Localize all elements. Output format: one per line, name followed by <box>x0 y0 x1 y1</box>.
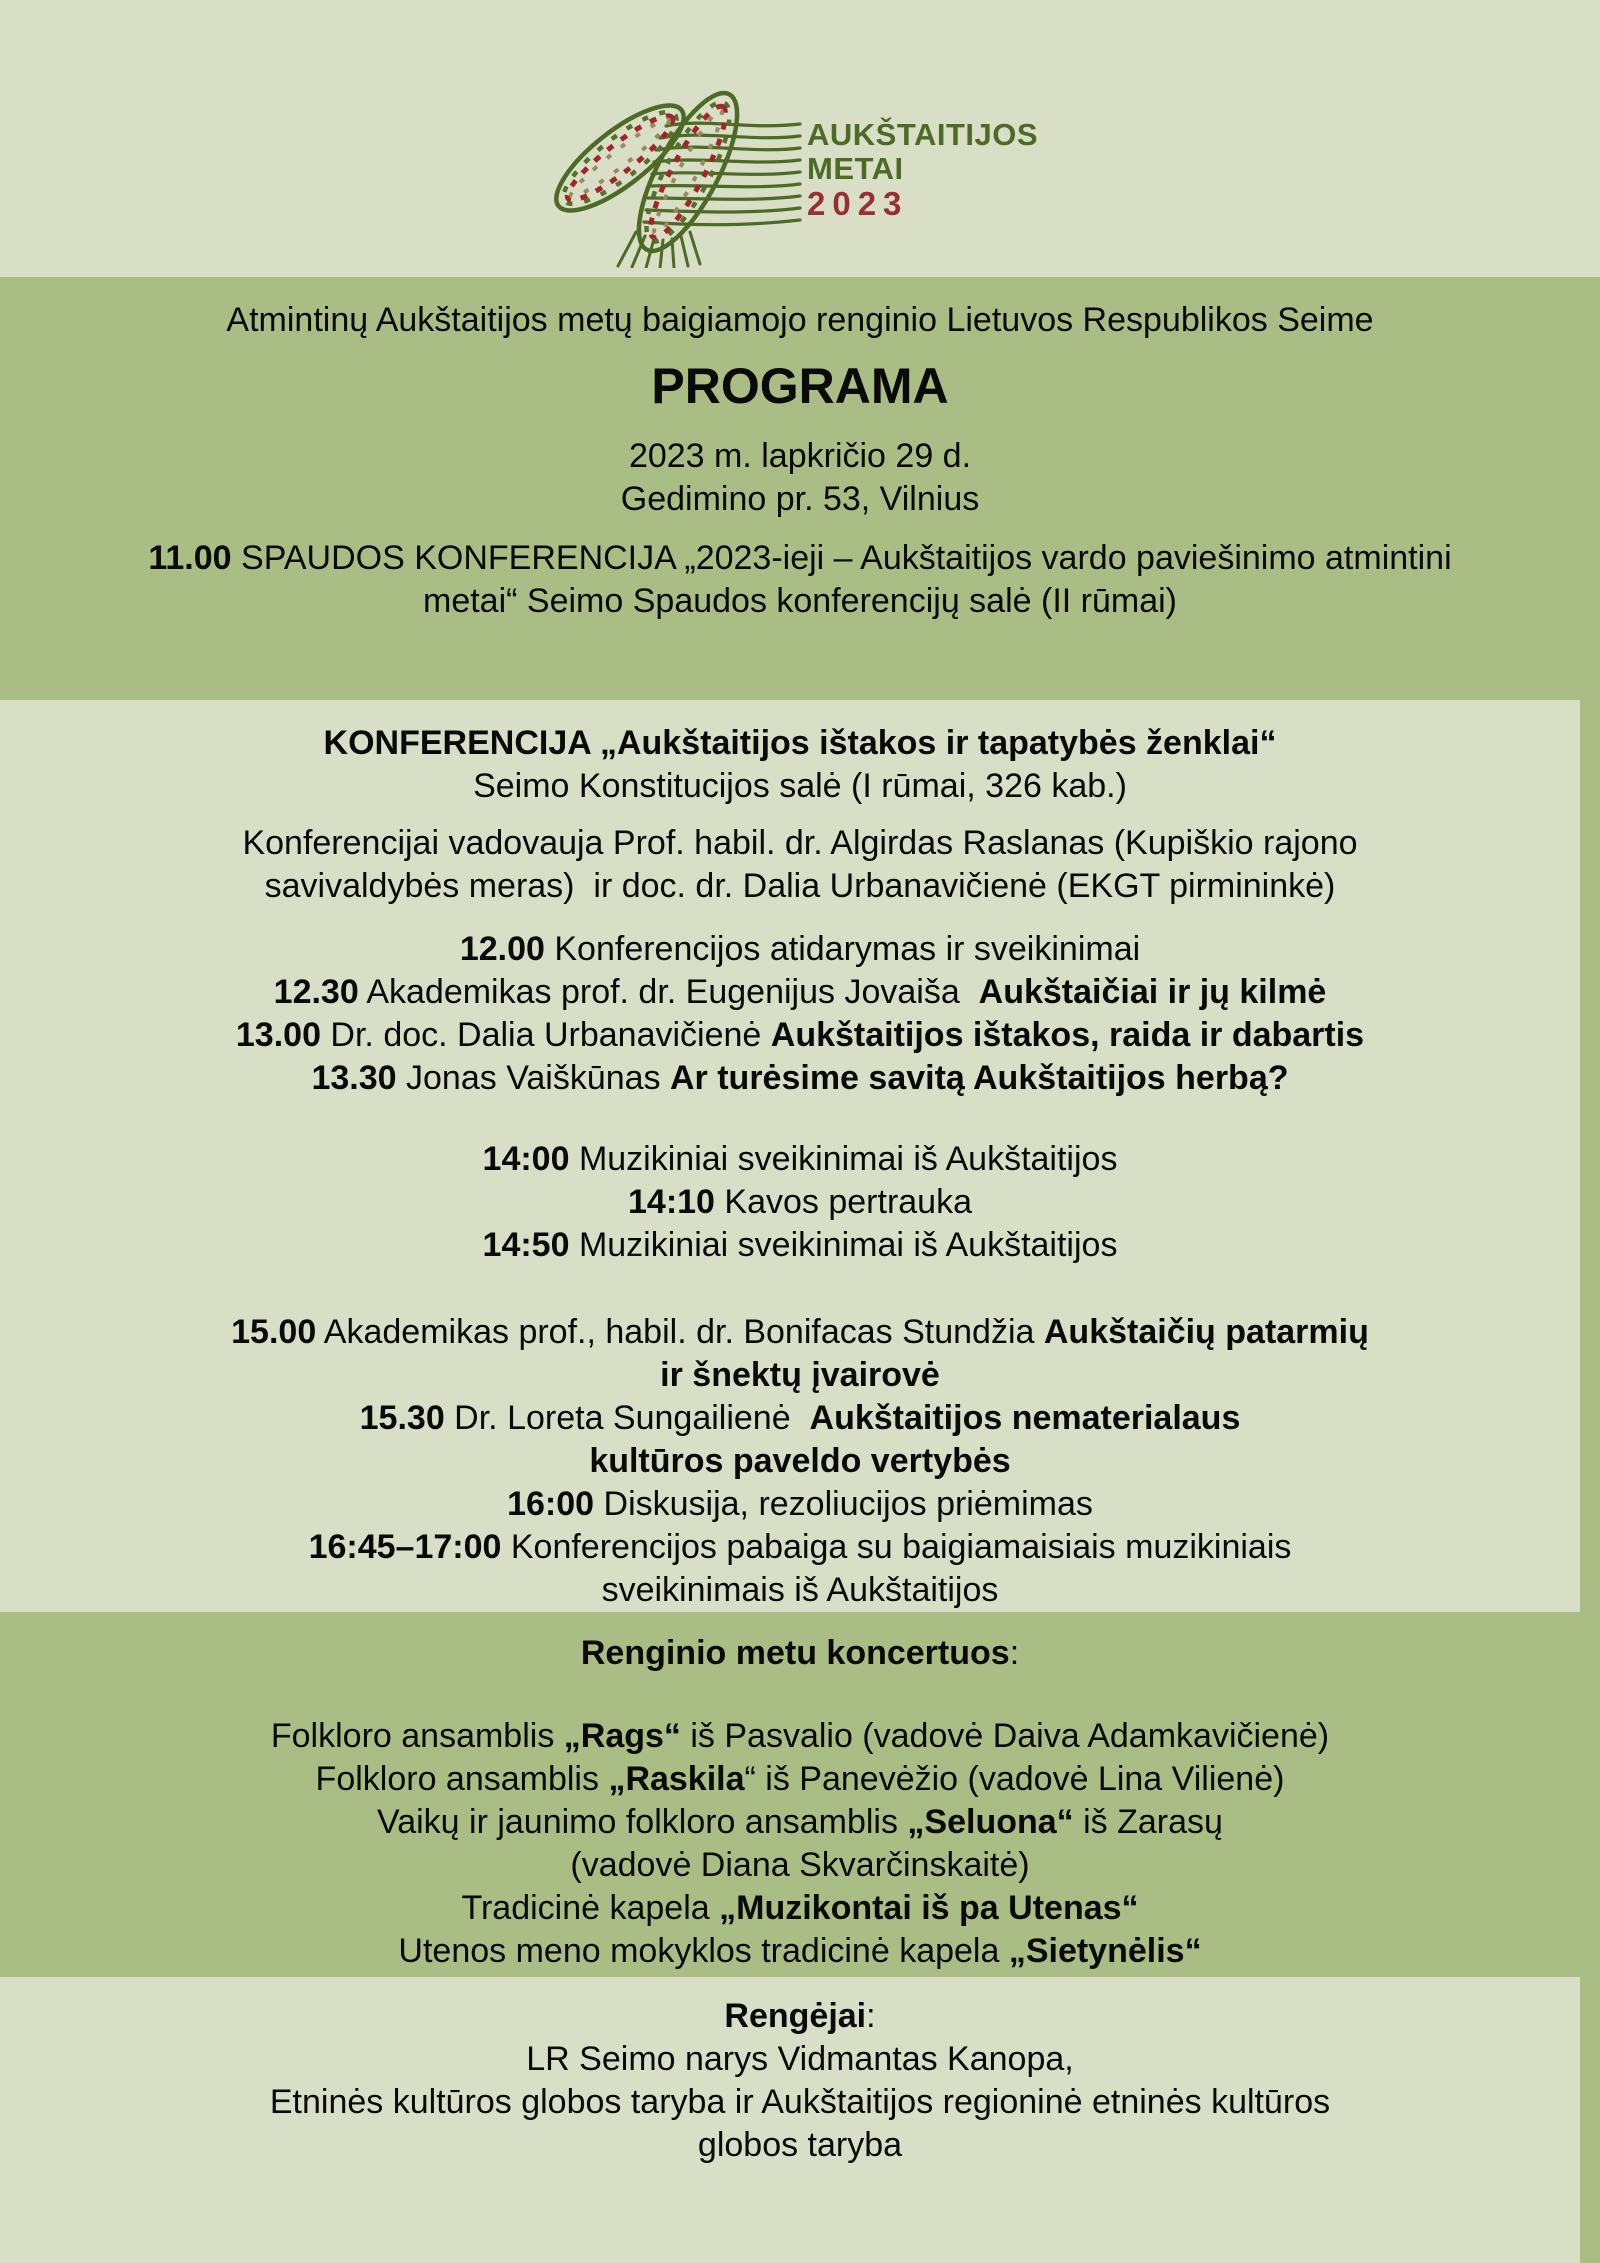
schedule-item: 15.00 Akademikas prof., habil. dr. Bonifacas Stundžia Aukštaičių patarmių <box>231 1313 1369 1351</box>
schedule-item: sveikinimais iš Aukštaitijos <box>601 1571 999 1609</box>
press-conference-note <box>120 537 1480 623</box>
organizers-section <box>0 1977 1600 2263</box>
header-band <box>0 277 1600 700</box>
schedule-item: 13.00 Dr. doc. Dalia Urbanavičienė Aukštaitijos ištakos, raida ir dabartis <box>235 1016 1365 1054</box>
conference-chairs-line: Konferencijai vadovauja Prof. habil. dr. Algirdas Raslanas (Kupiškio rajono <box>242 824 1358 862</box>
ensemble-line: Utenos meno mokyklos tradicinė kapela „Sietynėlis“ <box>398 1932 1202 1970</box>
ensemble-line: (vadovė Diana Skvarčinskaitė) <box>570 1846 1030 1884</box>
program-title: PROGRAMA <box>651 358 949 414</box>
schedule-block-noon <box>110 928 1490 1100</box>
schedule-item: 14:10 Kavos pertrauka <box>628 1183 972 1221</box>
logo-text <box>807 80 1038 222</box>
concert-section-title: Renginio metu koncertuos: <box>580 1634 1020 1672</box>
right-green-strip <box>1580 277 1600 2263</box>
conference-venue: Seimo Konstitucijos salė (I rūmai, 326 kab.) <box>473 767 1127 805</box>
ensembles-block <box>120 1715 1480 1973</box>
schedule-item: 12.00 Konferencijos atidarymas ir sveikinimai <box>459 930 1141 968</box>
schedule-item: 15.30 Dr. Loreta Sungailienė Aukštaitijos nematerialaus <box>359 1399 1241 1437</box>
schedule-item: 16:00 Diskusija, rezoliucijos priėmimas <box>507 1485 1093 1523</box>
event-date-block <box>120 435 1480 521</box>
schedule-item: 16:45–17:00 Konferencijos pabaiga su baigiamaisiais muzikiniais <box>308 1528 1292 1566</box>
logo-header <box>0 0 1600 277</box>
aukstaitijos-metai-logo <box>548 80 1038 268</box>
ensemble-line: Folkloro ansamblis „Raskila“ iš Panevėžio (vadovė Lina Vilienė) <box>315 1760 1285 1798</box>
schedule-item: ir šnektų įvairovė <box>660 1356 940 1394</box>
organizer-line: LR Seimo narys Vidmantas Kanopa, <box>526 2040 1074 2078</box>
schedule-item: 13.30 Jonas Vaiškūnas Ar turėsime savitą Aukštaitijos herbą? <box>311 1059 1289 1097</box>
ensemble-line: Vaikų ir jaunimo folkloro ansamblis „Seluona“ iš Zarasų <box>377 1803 1223 1841</box>
concert-section <box>0 1612 1600 1977</box>
logo-line-aukstaitijos: AUKŠTAITIJOS <box>807 117 1039 152</box>
schedule-item: 14:50 Muzikiniai sveikinimai iš Aukštaitijos <box>482 1226 1118 1264</box>
event-venue: Gedimino pr. 53, Vilnius <box>620 480 980 518</box>
schedule-item: kultūros paveldo vertybės <box>589 1442 1011 1480</box>
organizer-line: Etninės kultūros globos taryba ir Aukštaitijos regioninė etninės kultūros <box>269 2083 1331 2121</box>
schedule-item: 12.30 Akademikas prof. dr. Eugenijus Jovaiša Aukštaičiai ir jų kilmė <box>273 973 1327 1011</box>
press-conference-line: 11.00 SPAUDOS KONFERENCIJA „2023-ieji – Aukštaitijos vardo paviešinimo atmintini <box>148 539 1452 577</box>
schedule-block-afternoon <box>110 1311 1490 1612</box>
conference-title: KONFERENCIJA „Aukštaitijos ištakos ir tapatybės ženklai“ <box>323 724 1277 762</box>
event-subtitle: Atmintinų Aukštaitijos metų baigiamojo renginio Lietuvos Respublikos Seime <box>226 301 1374 339</box>
concert-title-block <box>120 1632 1480 1675</box>
logo-line-metai: METAI <box>807 151 904 186</box>
conference-chairs-block <box>110 822 1490 908</box>
conference-section <box>0 700 1600 1612</box>
conference-title-block <box>110 722 1490 808</box>
event-date: 2023 m. lapkričio 29 d. <box>628 437 972 475</box>
woven-sash-icon <box>548 80 803 268</box>
ensemble-line: Tradicinė kapela „Muzikontai iš pa Utenas“ <box>461 1889 1139 1927</box>
organizers-title: Rengėjai: <box>724 1997 876 2035</box>
schedule-block-music <box>110 1138 1490 1267</box>
press-conference-line: metai“ Seimo Spaudos konferencijų salė (II rūmai) <box>423 582 1177 620</box>
ensemble-line: Folkloro ansamblis „Rags“ iš Pasvalio (vadovė Daiva Adamkavičienė) <box>270 1717 1330 1755</box>
conference-chairs-line: savivaldybės meras) ir doc. dr. Dalia Urbanavičienė (EKGT pirmininkė) <box>264 867 1336 905</box>
organizers-block <box>110 1995 1490 2167</box>
organizer-line: globos taryba <box>697 2126 903 2164</box>
logo-line-2023: 2023 <box>807 185 909 222</box>
schedule-item: 14:00 Muzikiniai sveikinimai iš Aukštaitijos <box>482 1140 1118 1178</box>
